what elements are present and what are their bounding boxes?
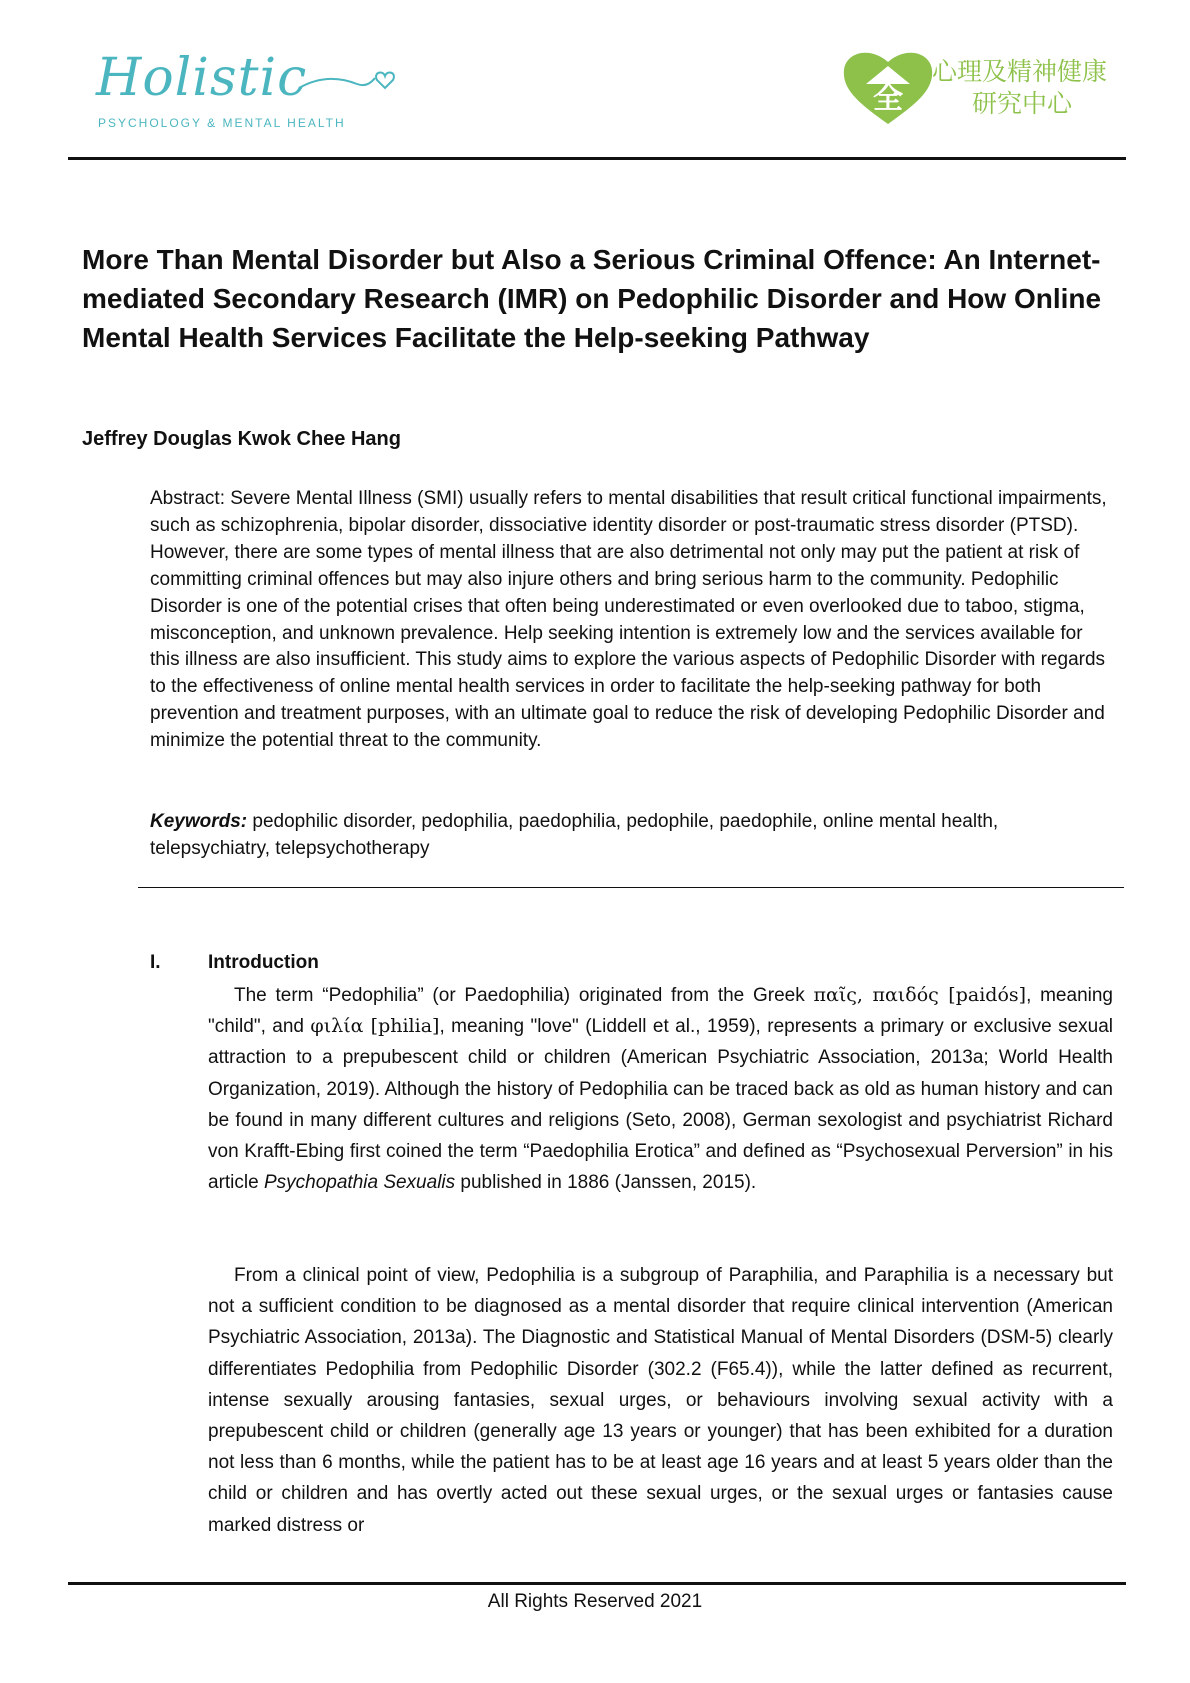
article-title-italic: Psychopathia Sexualis	[263, 1172, 456, 1194]
heart-icon	[297, 62, 397, 102]
greek-term-child: παῖς, παιδός [paidós]	[813, 984, 1027, 1006]
greek-term-love: φιλία [philia]	[310, 1015, 440, 1038]
heart-house-icon	[840, 44, 936, 126]
keywords	[150, 808, 1110, 862]
section-title: Introduction	[208, 952, 319, 973]
seal-character: 全	[873, 81, 903, 116]
keywords-label: Keywords:	[150, 811, 248, 832]
keywords-list: pedophilic disorder, pedophilia, paedophilia, pedophile, paedophile, online mental health, telepsychiatry, telepsychotherapy	[150, 811, 999, 859]
introduction-paragraph-2: From a clinical point of view, Pedophilia is a subgroup of Paraphilia, and Paraphilia is a necessary but not a sufficient condition to be diagnosed as a mental disorder that require clinical intervention (American Psychiatric Association, 2013a). The Diagnostic and Statistical Manual of Mental Disorders (DSM-5) clearly differentiates Pedophilia from Pedophilic Disorder (302.2 (F65.4)), while the latter defined as recurrent, intense sexually arousing fantasies, sexual urges, or behaviours involving sexual activity with a prepubescent child or children (generally age 13 years or younger) that has been exhibited for a duration not less than 6 months, while the patient has to be at least age 16 years and at least 5 years older than the child or children and has overtly acted out these sexual urges, or the sexual urges or fantasies cause marked distress or	[208, 1265, 1113, 1536]
holistic-logo-subtitle: PSYCHOLOGY & MENTAL HEALTH	[98, 116, 346, 130]
holistic-logo	[92, 48, 352, 138]
header-rule	[68, 157, 1126, 160]
author-name: Jeffrey Douglas Kwok Chee Hang	[82, 428, 401, 450]
introduction-paragraph-1: The term “Pedophilia” (or Paedophilia) originated from the Greek παῖς, παιδός [paidós], meaning "child", and φιλία [philia], meaning "love" (Liddell et al., 1959), represents a primary or exclusive sexual attraction to a prepubescent child or children (American Psychiatric Association, 2013a; World Health Organization, 2019). Although the history of Pedophilia can be traced back as old as human history and can be found in many different cultures and religions (Seto, 2008), German sexologist and psychiatrist Richard von Krafft-Ebing first coined the term “Paedophilia Erotica” and defined as “Psychosexual Perversion” in his article Psychopathia Sexualis published in 1886 (Janssen, 2015).	[208, 984, 1113, 1194]
research-centre-logo	[840, 44, 1110, 134]
holistic-logo-wordmark: Holistic	[96, 48, 308, 108]
abstract: Abstract: Severe Mental Illness (SMI) usually refers to mental disabilities that result critical functional impairments, such as schizophrenia, bipolar disorder, dissociative identity disorder or post-traumatic stress disorder (PTSD). However, there are some types of mental illness that are also detrimental not only may put the patient at risk of committing criminal offences but may also injure others and bring serious harm to the community. Pedophilic Disorder is one of the potential crises that often being underestimated or even overlooked due to taboo, stigma, misconception, and unknown prevalence. Help seeking intention is extremely low and the services available for this illness are also insufficient. This study aims to explore the various aspects of Pedophilic Disorder with regards to the effectiveness of online mental health services in order to facilitate the help-seeking pathway for both prevention and treatment purposes, with an ultimate goal to reduce the risk of developing Pedophilic Disorder and minimize the potential threat to the community.	[150, 488, 1107, 752]
footer-copyright: All Rights Reserved 2021	[487, 1591, 703, 1612]
abstract-rule	[138, 887, 1124, 888]
footer-rule	[68, 1582, 1126, 1585]
research-centre-name-line1: 心理及精神健康	[932, 58, 1108, 86]
research-centre-name-line2: 研究中心	[972, 90, 1073, 118]
section-number: I.	[150, 952, 161, 973]
paper-title: More Than Mental Disorder but Also a Serious Criminal Offence: An Internet-mediated Secondary Research (IMR) on Pedophilic Disorder and How Online Mental Health Services Facilitate the Help-seeking Pathway	[82, 244, 1102, 353]
